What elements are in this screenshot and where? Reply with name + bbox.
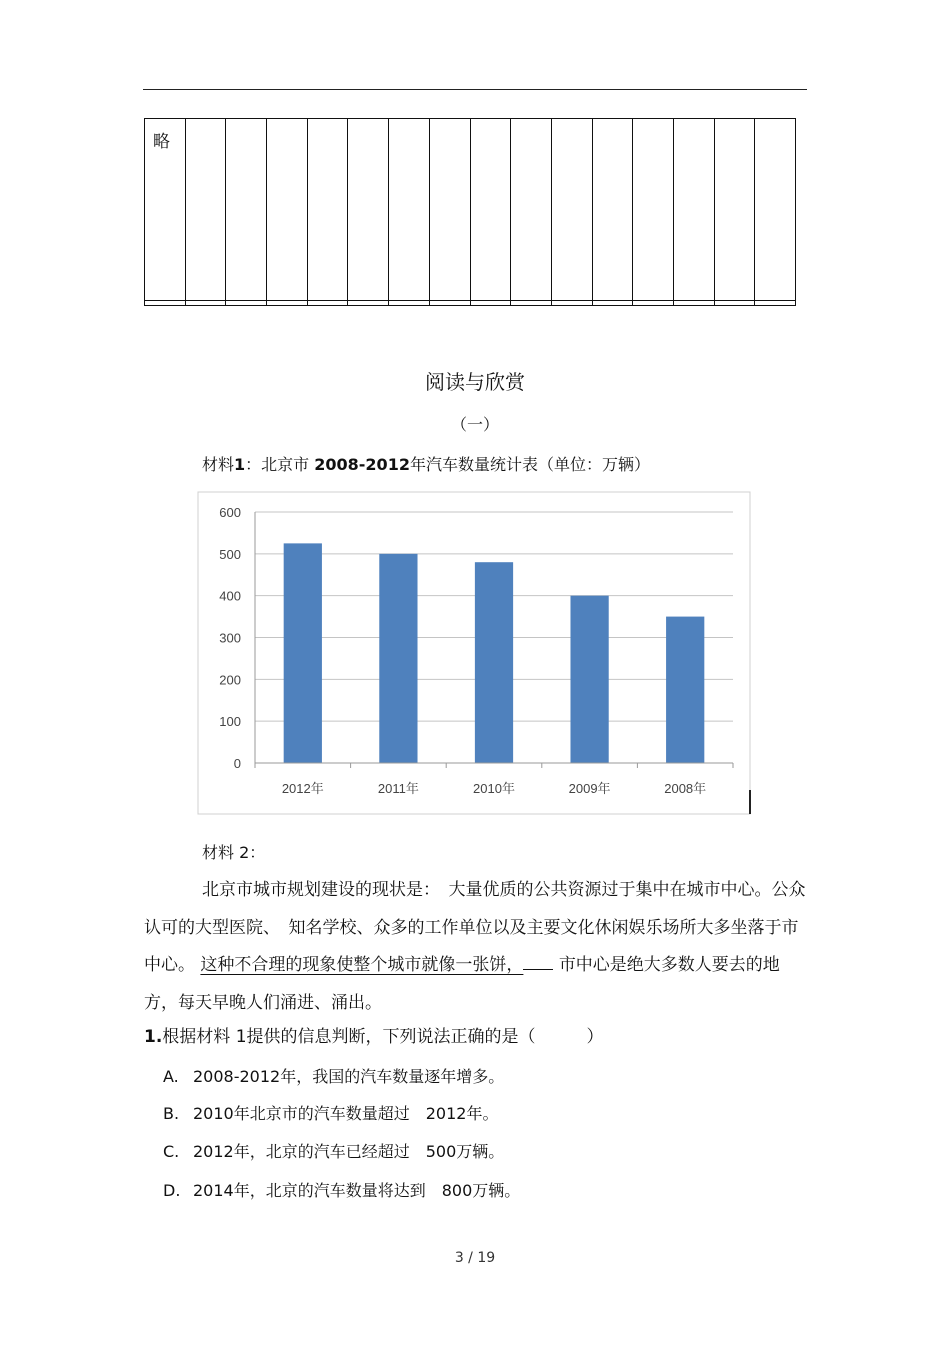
- option-c: [163, 1139, 504, 1162]
- question-1: [144, 1022, 604, 1047]
- table-row: [145, 300, 796, 305]
- bar-chart-svg: [193, 490, 757, 818]
- option-label: D.: [163, 1181, 181, 1200]
- material1-label: 材料: [202, 455, 235, 474]
- table-cell: [673, 300, 714, 305]
- material2-label: 材料 2：: [202, 843, 266, 862]
- table-cell: [307, 119, 348, 301]
- table-cell: [755, 300, 796, 305]
- y-tick-label: 600: [219, 505, 241, 520]
- option-text: 2010年北京市的汽车数量超过 2012年。: [193, 1104, 499, 1123]
- table-cell-text: 略: [153, 132, 170, 152]
- paragraph-underlined: 这种不合理的现象使整个城市就像一张饼，: [200, 955, 524, 975]
- table-cell: [185, 119, 226, 301]
- material1-years: 2008-2012: [314, 455, 410, 474]
- y-tick-label: 500: [219, 546, 241, 562]
- table-cell: [145, 119, 186, 301]
- option-d: [163, 1178, 520, 1201]
- y-tick-label: 100: [219, 714, 241, 730]
- table-cell: [633, 300, 674, 305]
- x-tick-label: 2010年: [473, 781, 515, 796]
- table-cell: [511, 119, 552, 301]
- x-tick-label: 2012年: [281, 781, 324, 796]
- material1-caption: [202, 452, 650, 475]
- bar: [570, 596, 608, 763]
- bar: [284, 543, 322, 763]
- option-label: A.: [163, 1067, 179, 1086]
- table-cell: [755, 119, 796, 301]
- table-cell: [348, 119, 389, 301]
- y-tick-label: 200: [219, 672, 241, 688]
- material2-paragraph: [144, 872, 808, 1022]
- bar: [475, 562, 513, 763]
- table-cell: [592, 300, 633, 305]
- table-cell: [267, 119, 308, 301]
- material1-colon: ：北京市: [245, 455, 315, 474]
- table-cell: [551, 119, 592, 301]
- x-tick-label: 2009年: [568, 781, 611, 796]
- table-cell: [389, 119, 430, 301]
- bar: [666, 617, 704, 763]
- bar: [379, 554, 417, 763]
- bar-chart: [193, 490, 757, 818]
- material1-rest: 年汽车数量统计表（单位：万辆）: [409, 455, 650, 474]
- table-cell: [470, 300, 511, 305]
- table-cell: [348, 300, 389, 305]
- question-text: 根据材料 1提供的信息判断，下列说法正确的是（ ）: [162, 1027, 604, 1047]
- table-cell: [429, 300, 470, 305]
- page-number: 3 / 19: [454, 1250, 496, 1266]
- option-label: C.: [163, 1142, 180, 1161]
- section-title: 阅读与欣赏: [425, 370, 525, 394]
- question-number: 1.: [144, 1027, 163, 1047]
- option-text: 2014年，北京的汽车数量将达到 800万辆。: [193, 1181, 521, 1200]
- option-text: 2012年，北京的汽车已经超过 500万辆。: [193, 1142, 505, 1161]
- table-cell: [633, 119, 674, 301]
- table-cell: [226, 300, 267, 305]
- y-tick-label: 300: [219, 630, 241, 646]
- section-subtitle: （一）: [450, 415, 499, 434]
- underline-gap: [523, 955, 553, 970]
- table-cell: [429, 119, 470, 301]
- table-row: [145, 119, 796, 301]
- table-cell: [470, 119, 511, 301]
- paragraph-part2: 市中心是绝大多数人要去的地方，每天早晚人们涌进、涌出。: [144, 955, 780, 1013]
- table-cell: [389, 300, 430, 305]
- x-tick-label: 2011年: [377, 781, 419, 796]
- option-label: B.: [163, 1104, 180, 1123]
- table-cell: [185, 300, 226, 305]
- table-cell: [267, 300, 308, 305]
- table-cell: [551, 300, 592, 305]
- option-text: 2008-2012年，我国的汽车数量逐年增多。: [193, 1067, 505, 1086]
- answer-grid-table: [144, 118, 796, 306]
- y-tick-label: 400: [219, 588, 241, 604]
- table-cell: [307, 300, 348, 305]
- table-cell: [226, 119, 267, 301]
- option-a: [163, 1064, 504, 1087]
- table-cell: [673, 119, 714, 301]
- paragraph-part1: 北京市城市规划建设的现状是： 大量优质的公共资源过于集中在城市中心。公众认可的大型医院、 知名学校、众多的工作单位以及主要文化休闲娱乐场所大多坐落于市中心。: [144, 880, 806, 975]
- option-b: [163, 1101, 498, 1124]
- table-cell: [145, 300, 186, 305]
- table-cell: [511, 300, 552, 305]
- table-cell: [592, 119, 633, 301]
- y-tick-label: 0: [233, 756, 241, 771]
- material1-num: 1: [234, 455, 246, 474]
- table-cell: [714, 119, 755, 301]
- x-tick-label: 2008年: [664, 781, 707, 796]
- table-cell: [714, 300, 755, 305]
- header-rule: [143, 89, 807, 90]
